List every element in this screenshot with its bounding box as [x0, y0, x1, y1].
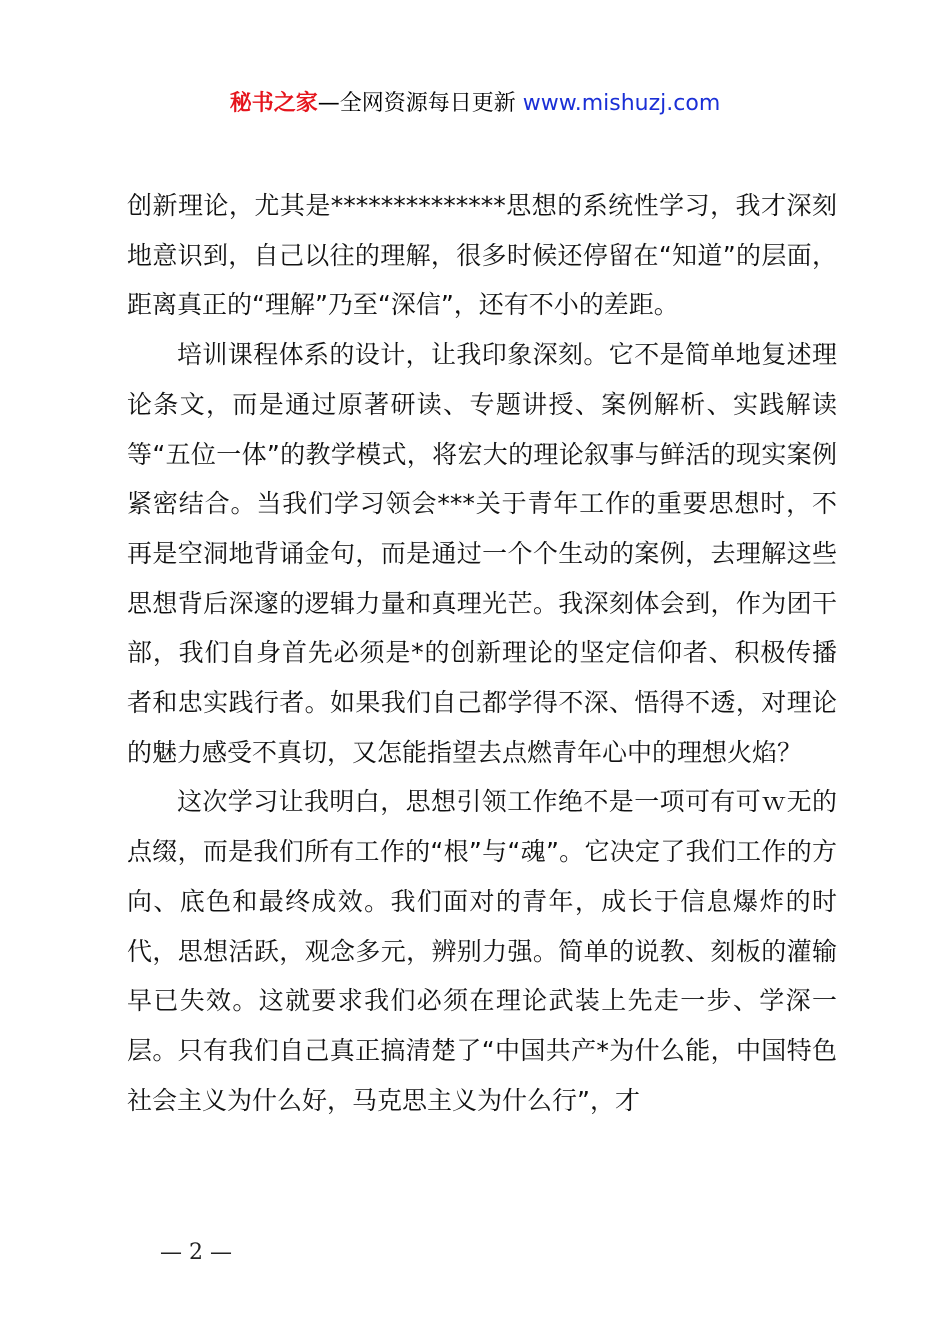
- page-number: — 2 —: [160, 1240, 232, 1265]
- paragraph-continued: 创新理论，尤其是**************思想的系统性学习，我才深刻地意识到，自己以往的理解，很多时候还停留在“知道”的层面，距离真正的“理解”乃至“深信”，还有不小的差距。: [127, 191, 837, 320]
- paragraph-ideological-guidance: 这次学习让我明白，思想引领工作绝不是一项可有可ｗ无的点缀，而是我们所有工作的“根”与“魂”。它决定了我们工作的方向、底色和最终成效。我们面对的青年，成长于信息爆炸的时代，思想活跃，观念多元，辨别力强。简单的说教、刻板的灌输早已失效。这就要求我们必须在理论武装上先走一步、学深一层。只有我们自己真正搞清楚了“中国共产*为什么能，中国特色社会主义为什么好，马克思主义为什么行”，才: [127, 787, 837, 1115]
- document-body: [127, 181, 837, 1125]
- site-header: [0, 86, 950, 122]
- site-url-link[interactable]: www.mishuzj.com: [522, 91, 721, 116]
- site-brand: 秘书之家: [229, 91, 318, 116]
- site-tagline: —全网资源每日更新: [317, 91, 516, 116]
- paragraph-course-design: 培训课程体系的设计，让我印象深刻。它不是简单地复述理论条文，而是通过原著研读、专题讲授、案例解析、实践解读等“五位一体”的教学模式，将宏大的理论叙事与鲜活的现实案例紧密结合。当我们学习领会***关于青年工作的重要思想时，不再是空洞地背诵金句，而是通过一个个生动的案例，去理解这些思想背后深邃的逻辑力量和真理光芒。我深刻体会到，作为团干部，我们自身首先必须是*的创新理论的坚定信仰者、积极传播者和忠实践行者。如果我们自己都学得不深、悟得不透，对理论的魅力感受不真切，又怎能指望去点燃青年心中的理想火焰？: [127, 340, 837, 767]
